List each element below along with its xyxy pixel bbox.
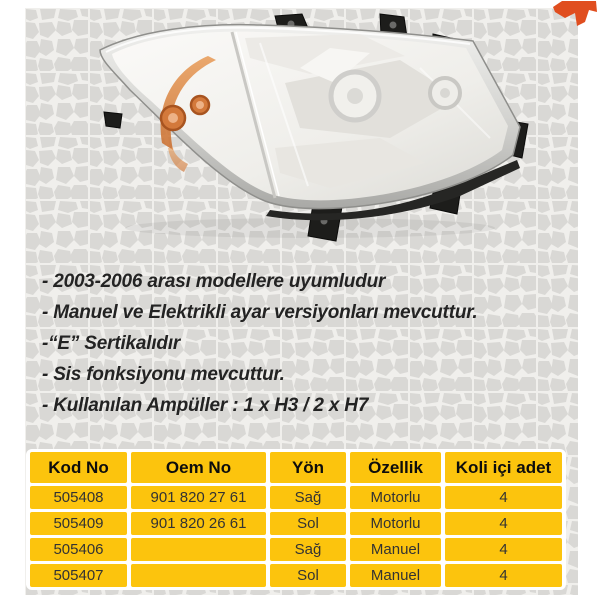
headlamp-photo [70, 8, 535, 253]
col-header-kod-no: Kod No [30, 452, 127, 483]
table-header-row [30, 452, 562, 483]
col-header-oem-no: Oem No [131, 452, 266, 483]
table-cell: Sol [270, 564, 346, 587]
product-table [26, 449, 566, 590]
table-cell: Motorlu [350, 486, 441, 509]
table-cell: 4 [445, 512, 562, 535]
col-header-ozellik: Özellik [350, 452, 441, 483]
table-cell: Sol [270, 512, 346, 535]
table-row [30, 538, 562, 561]
table-row [30, 564, 562, 587]
feature-line: - Manuel ve Elektrikli ayar versiyonları mevcuttur. [42, 302, 478, 323]
table-body [30, 486, 562, 587]
feature-line: - Kullanılan Ampüller : 1 x H3 / 2 x H7 [42, 395, 369, 416]
table-cell: 505408 [30, 486, 127, 509]
table-cell: 901 820 27 61 [131, 486, 266, 509]
feature-line: - 2003-2006 arası modellere uyumludur [42, 271, 386, 292]
table-row [30, 512, 562, 535]
table-cell: Sağ [270, 538, 346, 561]
table-row [30, 486, 562, 509]
table-cell: 505407 [30, 564, 127, 587]
table-cell: Sağ [270, 486, 346, 509]
feature-list [42, 266, 562, 421]
col-header-koli-ici-adet: Koli içi adet [445, 452, 562, 483]
feature-line: -“E” Sertikalıdır [42, 333, 181, 354]
table-cell [131, 538, 266, 561]
table-cell: Manuel [350, 538, 441, 561]
table-cell: 4 [445, 564, 562, 587]
table-cell [131, 564, 266, 587]
table-cell: 4 [445, 486, 562, 509]
table-cell: Motorlu [350, 512, 441, 535]
table-cell: Manuel [350, 564, 441, 587]
table-cell: 505409 [30, 512, 127, 535]
feature-line: - Sis fonksiyonu mevcuttur. [42, 364, 285, 385]
table-cell: 505406 [30, 538, 127, 561]
col-header-yon: Yön [270, 452, 346, 483]
orange-corner-logo-icon [552, 0, 598, 27]
table-cell: 901 820 26 61 [131, 512, 266, 535]
table-cell: 4 [445, 538, 562, 561]
